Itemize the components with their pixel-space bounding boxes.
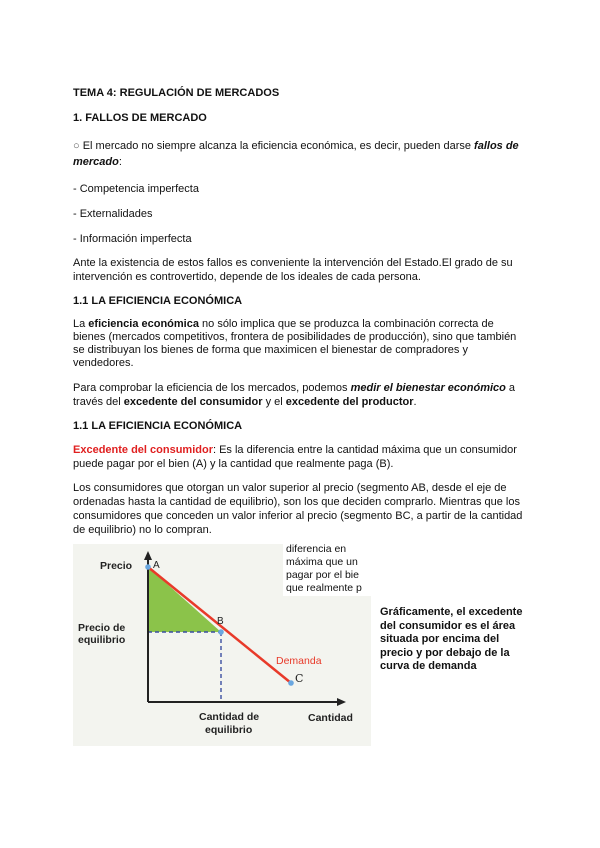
section-heading-eficiencia-1: 1.1 LA EFICIENCIA ECONÓMICA <box>73 295 243 307</box>
document-title: TEMA 4: REGULACIÓN DE MERCADOS <box>73 87 280 99</box>
point-c-label: C <box>295 672 304 685</box>
definition-paragraph <box>73 443 528 471</box>
bullet-circle-icon: ○ <box>73 140 80 152</box>
medir-text-mid1: a través del <box>73 382 516 408</box>
section-heading-eficiencia-2: 1.1 LA EFICIENCIA ECONÓMICA <box>73 420 243 432</box>
eficiencia-bold-term: eficiencia económica <box>88 318 199 330</box>
consumer-surplus-graph <box>73 544 371 746</box>
y-axis-label: Precio <box>100 560 133 572</box>
consumer-surplus-figure <box>73 544 371 746</box>
point-b-label: B <box>217 616 224 627</box>
overlay-line-2: máxima que un <box>286 556 358 568</box>
definition-text: : Es la diferencia entre la cantidad máxima que un consumidor puede pagar por el bien (A) y la cantidad que realmente paga (B). <box>73 444 517 470</box>
eficiencia-paragraph <box>73 318 528 370</box>
graph-side-note: Gráficamente, el excedente del consumidor es el área situada por encima del precio y por debajo de la curva de demanda <box>380 606 523 672</box>
medir-bold-consumidor: excedente del consumidor <box>123 396 263 408</box>
consumers-paragraph: Los consumidores que otorgan un valor superior al precio (segmento AB, desde el eje de ordenadas hasta la cantidad de equilibrio), son los que deciden comprarlo. Mientras que los consumidores que conceden un valor inferior al precio (segmento BC, a partir de la cantidad de equilibrio) no lo compran. <box>73 482 523 536</box>
point-a-marker <box>145 564 151 570</box>
overlay-line-1: diferencia en <box>286 544 347 555</box>
medir-bolditalic-term: medir el bienestar económico <box>350 382 506 394</box>
list-item-informacion: - Información imperfecta <box>73 233 192 245</box>
intro-end: : <box>118 156 122 168</box>
medir-bold-productor: excedente del productor <box>285 396 414 408</box>
eficiencia-text-start: La <box>73 318 89 330</box>
point-c-marker <box>288 680 294 686</box>
point-a-label: A <box>153 560 160 571</box>
eficiencia-text-rest: no sólo implica que se produzca la combinación correcta de bienes (mercados competitivos, frontera de posibilidades de producción), sino que también se distribuyan los bienes de forma que maximicen el bienestar de compradores y vendedores. <box>73 318 517 369</box>
medir-text-mid2: y el <box>262 396 286 408</box>
definition-term: Excedente del consumidor <box>73 444 213 456</box>
medir-paragraph <box>73 381 528 409</box>
medir-text-start: Para comprobar la eficiencia de los mercados, podemos <box>73 382 351 394</box>
overlay-line-3: pagar por el bie <box>286 569 359 581</box>
point-b-marker <box>218 629 224 635</box>
closing-paragraph: Ante la existencia de estos fallos es conveniente la intervención del Estado.El grado de su intervención es controvertido, depende de los ideales de cada persona. <box>73 257 513 283</box>
list-item-externalidades: - Externalidades <box>73 208 153 220</box>
intro-paragraph <box>73 138 528 170</box>
equilibrium-price-label-line1: Precio de <box>78 622 126 634</box>
overlay-line-4: que realmente p <box>286 582 362 594</box>
demand-label: Demanda <box>276 655 322 667</box>
x-axis-label: Cantidad <box>308 712 353 724</box>
medir-text-end: . <box>413 396 417 408</box>
intro-text: El mercado no siempre alcanza la eficiencia económica, es decir, pueden darse <box>79 140 475 152</box>
equilibrium-price-label-line2: equilibrio <box>78 634 126 646</box>
equilibrium-quantity-label-line1: Cantidad de <box>199 711 260 723</box>
section-heading-fallos: 1. FALLOS DE MERCADO <box>73 112 207 124</box>
equilibrium-quantity-label-line2: equilibrio <box>205 724 253 736</box>
intro-bold-term: fallos de mercado <box>73 140 519 168</box>
list-item-competencia: - Competencia imperfecta <box>73 183 199 195</box>
